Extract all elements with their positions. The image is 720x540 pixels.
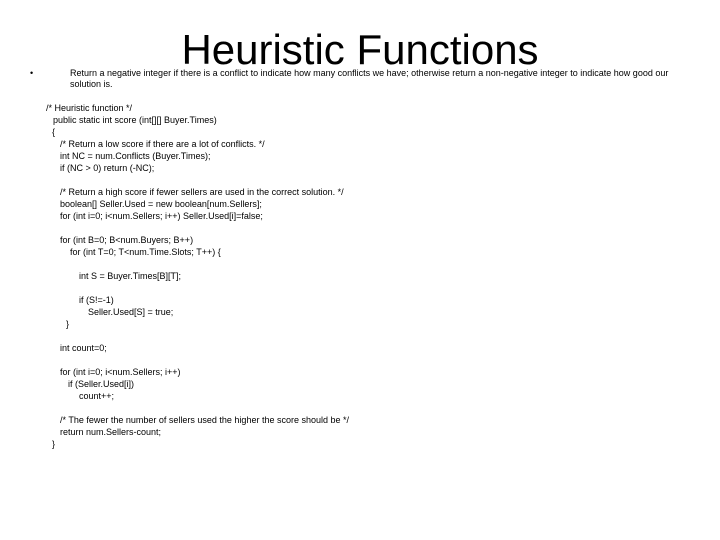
code-line: /* The fewer the number of sellers used the higher the score should be */ (60, 415, 350, 425)
code-line: Seller.Used[S] = true; (88, 307, 174, 317)
code-line: if (Seller.Used[i]) (68, 379, 135, 389)
code-line: /* Return a low score if there are a lot of conflicts. */ (60, 139, 265, 149)
bullet-text: Return a negative integer if there is a conflict to indicate how many conflicts we have; otherwise return a non-negative integer to indicate how good our solution is. (70, 68, 669, 89)
code-line: int count=0; (60, 343, 107, 353)
code-line: } (52, 439, 56, 449)
code-line: /* Heuristic function */ (46, 103, 133, 113)
slide-title: Heuristic Functions (181, 26, 539, 73)
code-line: return num.Sellers-count; (60, 427, 162, 437)
code-line: int NC = num.Conflicts (Buyer.Times); (60, 151, 211, 161)
code-line: boolean[] Seller.Used = new boolean[num.Sellers]; (60, 199, 262, 209)
code-line: { (52, 127, 56, 137)
code-line: public static int score (int[][] Buyer.Times) (53, 115, 217, 125)
code-line: for (int i=0; i<num.Sellers; i++) Seller.Used[i]=false; (60, 211, 263, 221)
code-line: if (S!=-1) (79, 295, 114, 305)
code-line: count++; (79, 391, 115, 401)
code-line: if (NC > 0) return (-NC); (60, 163, 155, 173)
code-line: for (int i=0; i<num.Sellers; i++) (60, 367, 181, 377)
code-line: for (int T=0; T<num.Time.Slots; T++) { (70, 247, 221, 257)
bullet-marker: • (30, 68, 34, 78)
code-line: int S = Buyer.Times[B][T]; (79, 271, 181, 281)
code-line: for (int B=0; B<num.Buyers; B++) (60, 235, 194, 245)
code-line: } (66, 319, 70, 329)
code-line: /* Return a high score if fewer sellers are used in the correct solution. */ (60, 187, 344, 197)
